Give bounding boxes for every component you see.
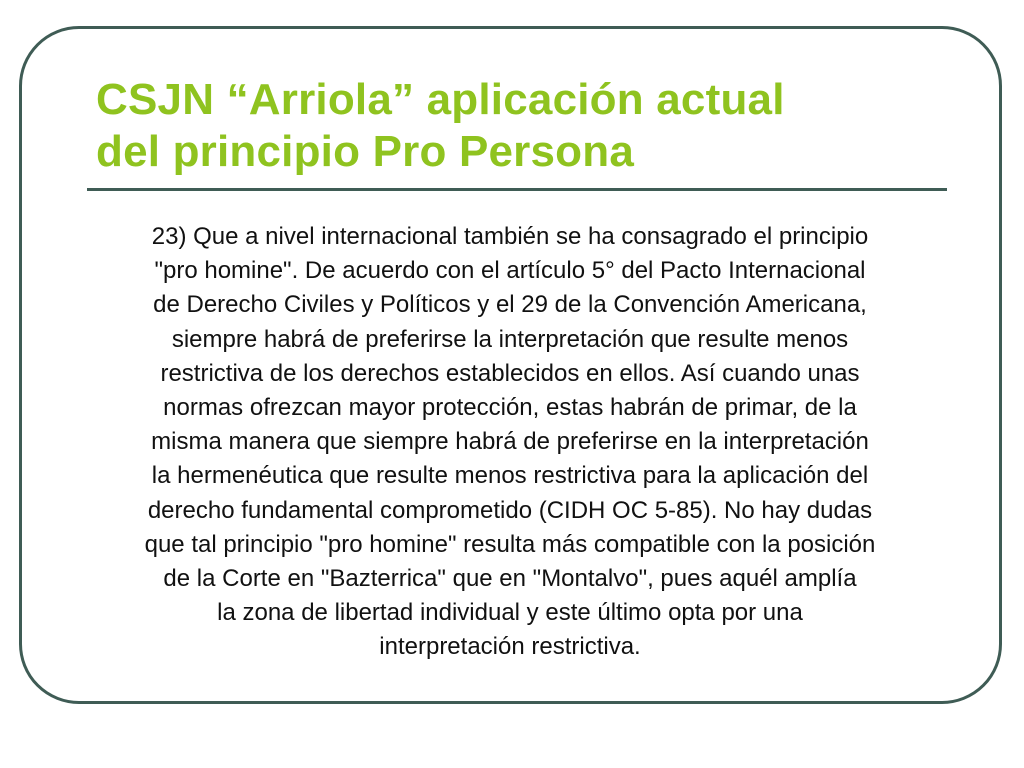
body-line: interpretación restrictiva.: [379, 633, 641, 661]
body-line: misma manera que siempre habrá de preferirse en la interpretación: [151, 428, 869, 456]
body-line: siempre habrá de preferirse la interpretación que resulte menos: [171, 325, 849, 353]
body-line: restrictiva de los derechos establecidos en ellos. Así cuando unas: [160, 359, 860, 387]
title-divider: [87, 188, 947, 191]
body-line: de la Corte en "Bazterrica" que en "Montalvo", pues aquél amplía: [163, 565, 857, 593]
body-line: normas ofrezcan mayor protección, estas habrán de primar, de la: [163, 394, 857, 422]
body-line: la zona de libertad individual y este último opta por una: [217, 599, 803, 627]
body-line: "pro homine". De acuerdo con el artículo 5° del Pacto Internacional: [154, 257, 866, 285]
body-line: 23) Que a nivel internacional también se ha consagrado el principio: [151, 223, 869, 250]
body-paragraph: [60, 220, 960, 665]
body-line: que tal principio "pro homine" resulta más compatible con la posición: [144, 530, 876, 558]
title-line-2: del principio Pro Persona: [96, 127, 635, 176]
body-line: de Derecho Civiles y Políticos y el 29 de la Convención Americana,: [153, 291, 867, 319]
slide-title: [96, 74, 976, 178]
body-line: la hermenéutica que resulte menos restrictiva para la aplicación del: [151, 462, 869, 490]
body-line: derecho fundamental comprometido (CIDH OC 5-85). No hay dudas: [147, 496, 873, 524]
title-line-1: CSJN “Arriola” aplicación actual: [96, 75, 785, 124]
